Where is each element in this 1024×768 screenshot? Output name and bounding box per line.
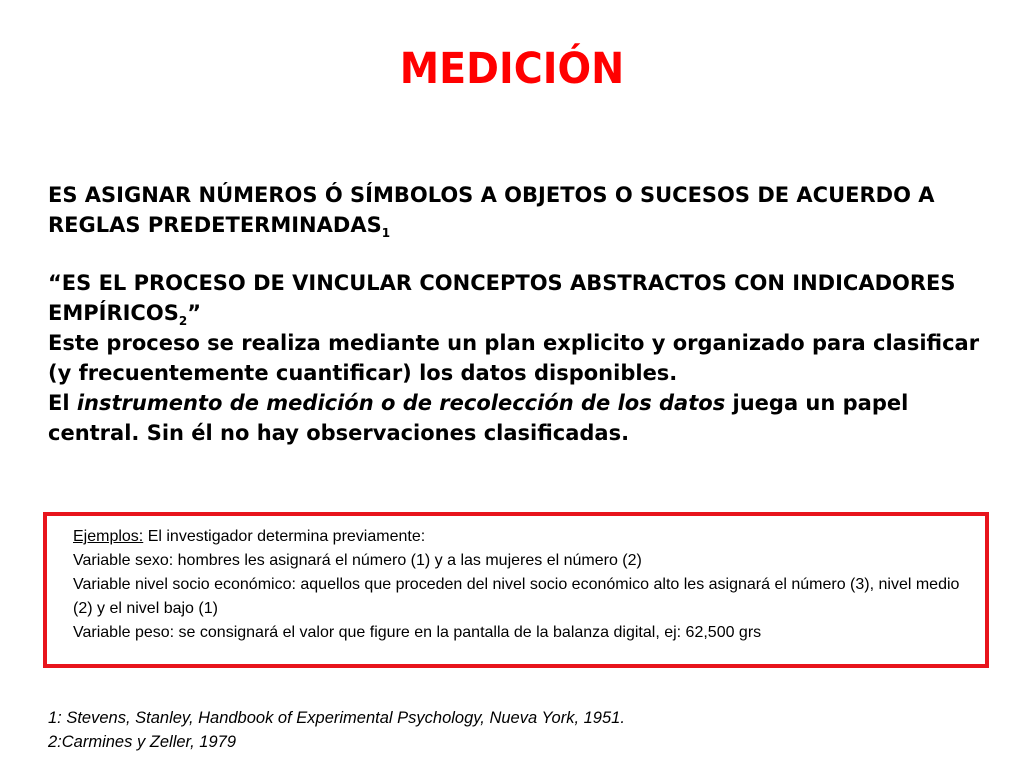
instrument-sentence bbox=[48, 388, 998, 448]
instrument-lead: El bbox=[48, 391, 77, 415]
definition-2 bbox=[48, 268, 998, 328]
examples-label: Ejemplos: bbox=[73, 528, 144, 545]
slide-title: MEDICIÓN bbox=[399, 44, 625, 94]
example-line: Variable peso: se consignará el valor que figure en la pantalla de la balanza digital, ej: 62,500 grs bbox=[73, 624, 762, 641]
slide-body bbox=[48, 180, 998, 448]
example-line: Variable nivel socio económico: aquellos que proceden del nivel socio económico alto les asignará el número (3), nivel medio (2) y el nivel bajo (1) bbox=[73, 576, 960, 617]
examples-intro: El investigador determina previamente: bbox=[143, 528, 426, 545]
definition-1 bbox=[48, 180, 998, 240]
definition-1-text: ES ASIGNAR NÚMEROS Ó SÍMBOLOS A OBJETOS O SUCESOS DE ACUERDO A REGLAS PREDETERMINADAS bbox=[48, 183, 935, 237]
example-line: Variable sexo: hombres les asignará el número (1) y a las mujeres el número (2) bbox=[73, 552, 642, 569]
reference-2: 2:Carmines y Zeller, 1979 bbox=[48, 733, 237, 751]
instrument-italic: instrumento de medición o de recolección de los datos bbox=[76, 391, 726, 415]
examples-content bbox=[73, 525, 973, 645]
references bbox=[48, 706, 948, 754]
examples-header bbox=[73, 525, 973, 549]
instrument-tail: juega un papel central. Sin él no hay observaciones clasificadas. bbox=[48, 391, 909, 445]
definition-2-ref: 2 bbox=[178, 314, 188, 329]
definition-1-ref: 1 bbox=[381, 226, 391, 241]
examples-box bbox=[43, 512, 989, 668]
definition-2-text: “ES EL PROCESO DE VINCULAR CONCEPTOS ABSTRACTOS CON INDICADORES EMPÍRICOS bbox=[48, 271, 956, 325]
definition-2-close: ” bbox=[187, 301, 201, 325]
process-sentence: Este proceso se realiza mediante un plan explicito y organizado para clasificar (y frecuentemente cuantificar) los datos disponibles. bbox=[48, 331, 980, 385]
reference-1: 1: Stevens, Stanley, Handbook of Experimental Psychology, Nueva York, 1951. bbox=[48, 709, 625, 727]
